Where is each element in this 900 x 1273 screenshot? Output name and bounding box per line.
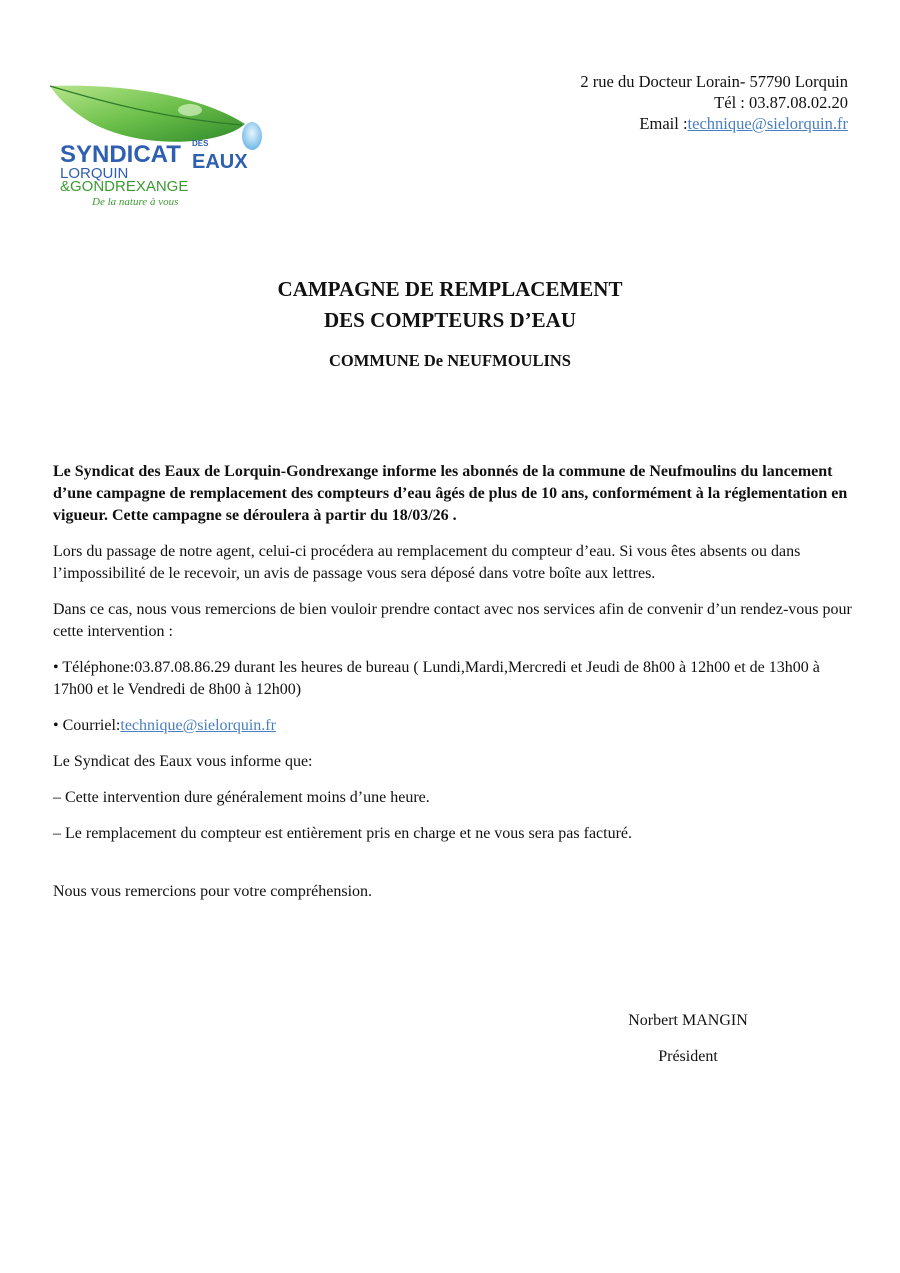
syndicat-logo	[20, 84, 270, 208]
mail-label: • Courriel:	[53, 717, 121, 734]
email-label: Email :	[639, 114, 688, 133]
logo-eaux: EAUX	[192, 151, 248, 173]
letter-body	[53, 461, 853, 917]
paragraph-contact: Dans ce cas, nous vous remercions de bien vouloir prendre contact avec nos services afin de convenir d’un rendez-vous pour cette intervention :	[53, 601, 852, 640]
mail-link[interactable]: technique@sielorquin.fr	[120, 717, 276, 734]
address-street: 2 rue du Docteur Lorain- 57790 Lorquin	[580, 72, 848, 91]
signatory-role: Président	[658, 1048, 718, 1065]
address-email-line	[580, 113, 848, 134]
title-line1: CAMPAGNE DE REMPLACEMENT	[277, 277, 623, 301]
mail-item	[53, 715, 853, 737]
paragraph-thanks: Nous vous remercions pour votre compréhension.	[53, 883, 373, 900]
logo-graphic	[20, 84, 270, 208]
title-line2: DES COMPTEURS D’EAU	[323, 308, 577, 332]
logo-line3: &GONDREXANGE	[60, 178, 189, 195]
logo-line2: LORQUIN	[60, 165, 129, 182]
sender-address	[580, 71, 848, 134]
paragraph-agent-visit: Lors du passage de notre agent, celui-ci procédera au remplacement du compteur d’eau. Si vous êtes absents ou dans l’impossibilité de le recevoir, un avis de passage vous sera déposé dans votre boîte aux lettres.	[53, 543, 801, 582]
signatory-name: Norbert MANGIN	[628, 1012, 748, 1029]
logo-slogan: De la nature à vous	[92, 196, 179, 208]
intro-paragraph: Le Syndicat des Eaux de Lorquin-Gondrexange informe les abonnés de la commune de Neufmoulins du lancement d’une campagne de remplacement des compteurs d’eau âgés de plus de 10 ans, conformément à la réglementation en vigueur. Cette campagne se déroulera à partir du 18/03/26 .	[53, 463, 848, 524]
logo-des: DES	[192, 139, 209, 148]
email-link[interactable]: technique@sielorquin.fr	[687, 114, 848, 133]
water-drop-shape	[242, 122, 262, 150]
phone-item: • Téléphone:03.87.08.86.29 durant les heures de bureau ( Lundi,Mardi,Mercredi et Jeudi de 8h00 à 12h00 et de 13h00 à 17h00 et le Vendredi de 8h00 à 12h00)	[53, 659, 820, 698]
list-item-free: – Le remplacement du compteur est entièrement pris en charge et ne vous sera pas facturé.	[53, 825, 633, 842]
document-title	[0, 274, 900, 336]
address-phone: Tél : 03.87.08.02.20	[714, 93, 848, 112]
commune-subtitle: COMMUNE De NEUFMOULINS	[329, 351, 571, 370]
paragraph-inform: Le Syndicat des Eaux vous informe que:	[53, 753, 313, 770]
signature-block	[600, 1010, 776, 1082]
list-item-duration: – Cette intervention dure généralement moins d’une heure.	[53, 789, 430, 806]
logo-line1: SYNDICAT	[60, 141, 181, 168]
